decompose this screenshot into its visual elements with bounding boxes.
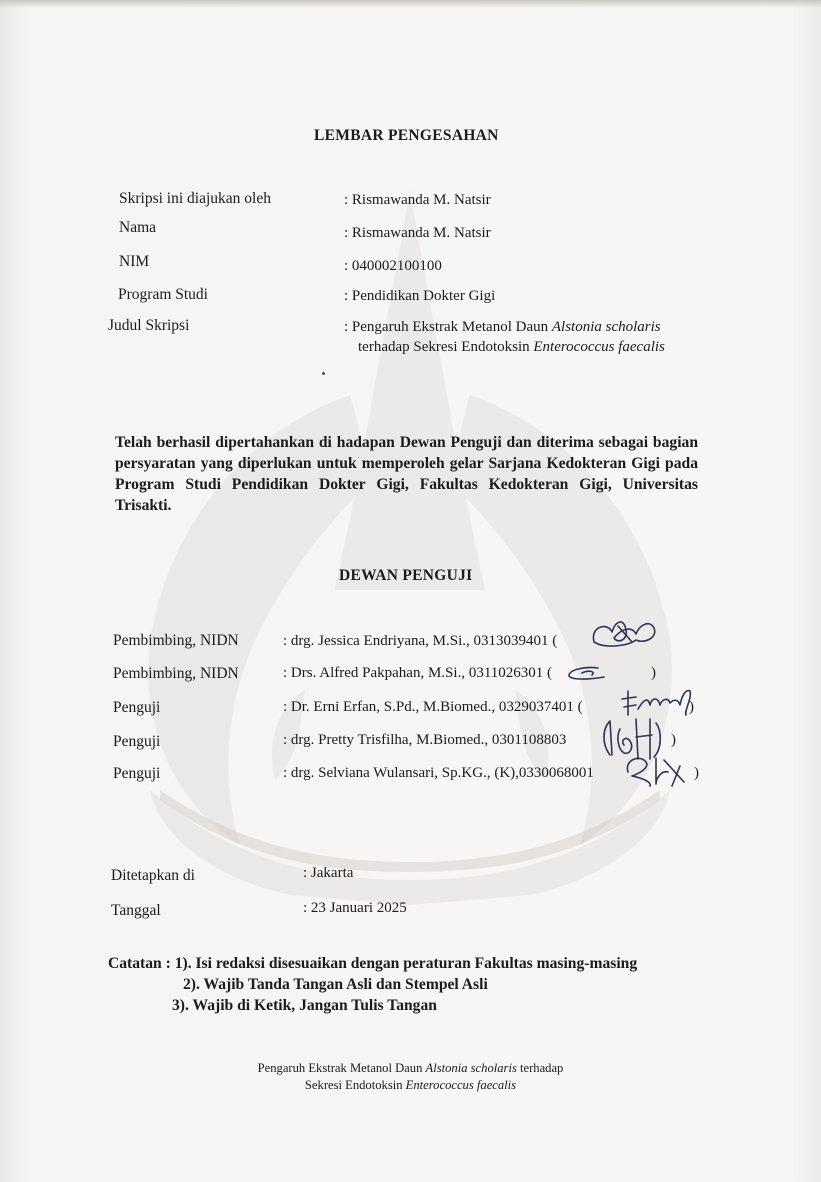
field-value-program: : Pendidikan Dokter Gigi xyxy=(344,288,496,304)
title-line1-italic: Alstonia scholaris xyxy=(551,319,661,335)
page-edge-shadow xyxy=(0,0,821,8)
board-name-4: : drg. Pretty Trisfilha, M.Biomed., 0301108803 xyxy=(283,732,567,748)
note-item-1: 1). Isi redaksi disesuaikan dengan peraturan Fakultas masing-masing xyxy=(174,955,638,972)
board-role-2: Pembimbing, NIDN xyxy=(113,665,239,682)
signature-1 xyxy=(588,616,663,650)
approval-statement: Telah berhasil dipertahankan di hadapan Dewan Penguji dan diterima sebagai bagian persyaratan yang diperlukan untuk memperoleh gelar Sarjana Kedokteran Gigi pada Program Studi Pendidikan Dokter Gigi, Fakultas Kedokteran Gigi, Universitas Trisakti. xyxy=(115,434,698,514)
date-label: Tanggal xyxy=(111,902,161,919)
note-item-2: 2). Wajib Tanda Tangan Asli dan Stempel Asli xyxy=(183,976,488,993)
title-line1-text: : Pengaruh Ekstrak Metanol Daun xyxy=(344,319,552,335)
note-line-1 xyxy=(108,955,637,973)
field-label-program: Program Studi xyxy=(118,286,208,303)
field-label-name: Nama xyxy=(119,219,157,236)
footer-line-2 xyxy=(0,1078,821,1093)
board-name-5: : drg. Selviana Wulansari, Sp.KG., (K),0330068001 xyxy=(283,765,594,781)
board-role-3: Penguji xyxy=(113,699,161,716)
board-name-3: : Dr. Erni Erfan, S.Pd., M.Biomed., 0329037401 ( xyxy=(283,699,583,715)
field-value-title-line2 xyxy=(358,339,665,356)
ink-dot xyxy=(322,372,325,375)
note-item-3: 3). Wajib di Ketik, Jangan Tulis Tangan xyxy=(172,997,437,1014)
board-close-3: ) xyxy=(689,699,694,715)
signature-3 xyxy=(620,685,696,719)
footer-line1-suffix: terhadap xyxy=(516,1061,564,1075)
board-name-2: : Drs. Alfred Pakpahan, M.Si., 0311026301 ( xyxy=(283,665,553,681)
field-label-submitter: Skripsi ini diajukan oleh xyxy=(119,190,271,207)
title-line2-text: terhadap Sekresi Endotoksin xyxy=(358,339,534,355)
field-label-title: Judul Skripsi xyxy=(108,317,190,334)
title-line2-italic: Enterococcus faecalis xyxy=(533,339,665,355)
board-role-5: Penguji xyxy=(113,765,161,782)
footer-line2-text: Sekresi Endotoksin xyxy=(304,1078,406,1092)
board-close-2: ) xyxy=(651,665,656,681)
place-value: : Jakarta xyxy=(303,865,354,881)
date-value: : 23 Januari 2025 xyxy=(303,900,407,916)
footer-line-1 xyxy=(0,1061,821,1076)
signature-5 xyxy=(622,752,688,790)
footer-line2-italic: Enterococcus faecalis xyxy=(405,1078,517,1092)
field-value-nim: : 040002100100 xyxy=(344,258,442,274)
page-title: LEMBAR PENGESAHAN xyxy=(314,127,499,144)
board-title: DEWAN PENGUJI xyxy=(339,567,473,584)
note-prefix: Catatan : xyxy=(108,955,175,972)
board-role-4: Penguji xyxy=(113,733,161,750)
footer-line1-italic: Alstonia scholaris xyxy=(425,1061,517,1075)
footer-line1-text: Pengaruh Ekstrak Metanol Daun xyxy=(257,1061,426,1075)
place-label: Ditetapkan di xyxy=(111,867,195,884)
board-close-5: ) xyxy=(694,765,699,781)
field-value-name: : Rismawanda M. Natsir xyxy=(344,225,491,241)
board-close-4: ) xyxy=(671,732,676,748)
field-value-title-line1 xyxy=(344,319,661,336)
board-role-1: Pembimbing, NIDN xyxy=(113,632,239,649)
field-value-submitter: : Rismawanda M. Natsir xyxy=(344,192,491,208)
signature-2 xyxy=(566,664,610,684)
board-name-1: : drg. Jessica Endriyana, M.Si., 0313039401 ( xyxy=(283,633,558,649)
field-label-nim: NIM xyxy=(119,253,150,270)
